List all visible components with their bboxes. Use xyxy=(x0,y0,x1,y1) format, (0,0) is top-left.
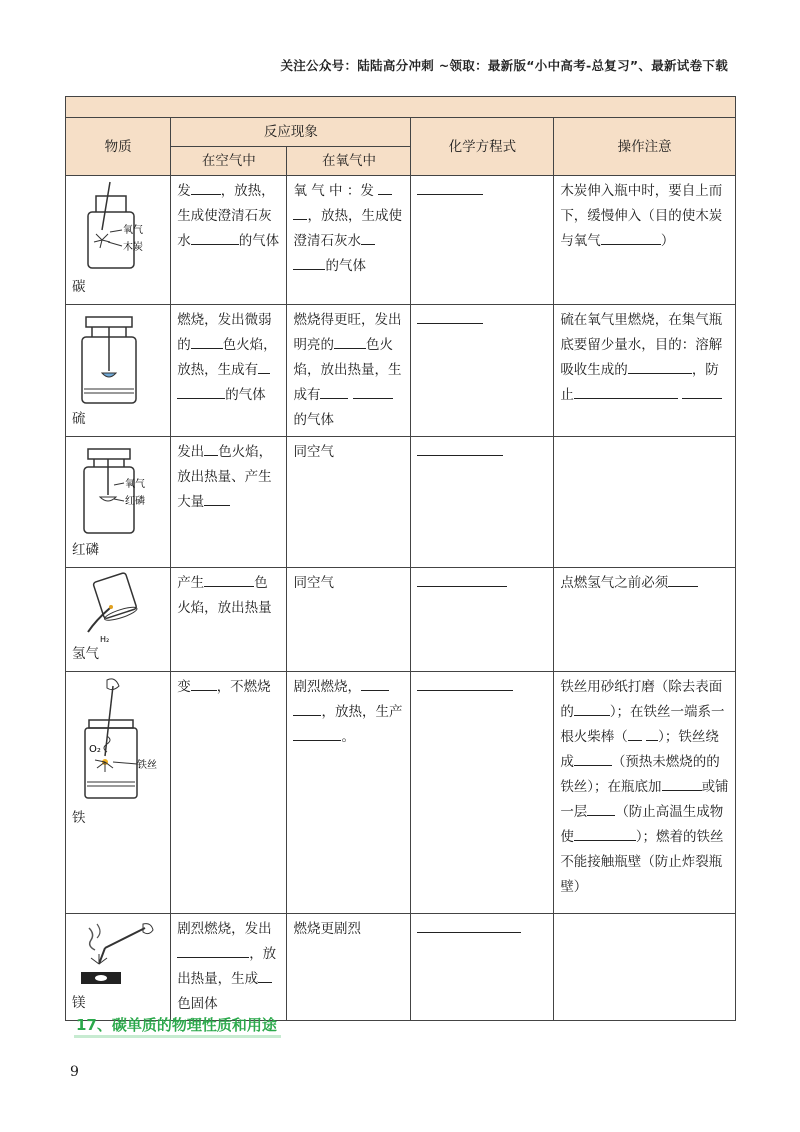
flask-label-iron-wire: 铁丝 xyxy=(137,760,158,771)
phosphorus-flask-illustration xyxy=(78,441,158,539)
oxygen-cell-iron: 剧烈燃烧， ，放热，生产。 xyxy=(287,672,411,914)
air-cell-sulfur: 燃烧，发出微弱的 色火焰，放热，生成有 的气体 xyxy=(171,305,287,437)
substance-cell-sulfur xyxy=(66,305,171,437)
notes-cell-sulfur: 硫在氧气里燃烧，在集气瓶底要留少量水，目的：溶解吸收生成的 ，防止 xyxy=(554,305,736,437)
air-cell-magnesium: 剧烈燃烧，发出，放出热量，生成色固体 xyxy=(171,914,287,1021)
substance-name-sulfur: 硫 xyxy=(72,411,86,427)
header-phenomenon: 反应现象 xyxy=(171,118,411,147)
substance-cell-hydrogen xyxy=(66,568,171,672)
header-equation: 化学方程式 xyxy=(411,118,554,176)
table-row xyxy=(66,437,736,568)
table-row xyxy=(66,568,736,672)
iron-flask-illustration xyxy=(77,676,159,806)
section-heading-text: 17、碳单质的物理性质和用途 xyxy=(76,1016,277,1034)
notes-cell-iron: 铁丝用砂纸打磨（除去表面的 ）；在铁丝一端系一根火柴棒（ ）；铁丝绕成 （预热未燃烧的的铁丝）；在瓶底加 或铺一层 （防止高温生成物使 ）；燃着的铁丝不能接触瓶壁（防止炸裂瓶壁） xyxy=(554,672,736,914)
air-cell-carbon: 发 ，放热，生成使澄清石灰水 的气体 xyxy=(171,176,287,305)
header-note: 关注公众号：陆陆高分冲刺 ~领取：最新版“小中高考-总复习”、最新试卷下载 xyxy=(280,58,728,73)
substance-name-phosphorus: 红磷 xyxy=(72,542,99,558)
equation-cell-hydrogen xyxy=(411,568,554,672)
oxygen-cell-magnesium: 燃烧更剧烈 xyxy=(287,914,411,1021)
table-row xyxy=(66,672,736,914)
notes-cell-magnesium xyxy=(554,914,736,1021)
page-number: 9 xyxy=(70,1064,79,1080)
substance-name-carbon: 碳 xyxy=(72,279,86,295)
sulfur-flask-illustration xyxy=(78,309,158,407)
equation-cell-phosphorus xyxy=(411,437,554,568)
jar-label-hydrogen: H₂ xyxy=(100,635,110,644)
flask-label-charcoal: 木炭 xyxy=(123,242,144,253)
substance-name-hydrogen: 氢气 xyxy=(72,646,99,662)
substance-cell-magnesium xyxy=(66,914,171,1021)
oxygen-cell-carbon: 氧 气 中 ：发 ，放热，生成使澄清石灰水 的气体 xyxy=(287,176,411,305)
table-row xyxy=(66,176,736,305)
equation-cell-magnesium xyxy=(411,914,554,1021)
air-cell-hydrogen: 产生 色火焰，放出热量 xyxy=(171,568,287,672)
flask-label-red-phosphorus: 红磷 xyxy=(125,496,146,507)
flask-label-oxygen: 氧气 xyxy=(123,225,144,236)
hydrogen-jar-illustration xyxy=(78,572,158,644)
notes-cell-phosphorus xyxy=(554,437,736,568)
substance-cell-iron xyxy=(66,672,171,914)
flask-label-o2: O₂ xyxy=(89,744,101,755)
header-notes: 操作注意 xyxy=(554,118,736,176)
substance-cell-phosphorus xyxy=(66,437,171,568)
substance-name-iron: 铁 xyxy=(72,810,86,826)
oxygen-cell-sulfur: 燃烧得更旺，发出明亮的 色火焰，放出热量，生成有 的气体 xyxy=(287,305,411,437)
table-top-band xyxy=(66,97,736,118)
section-heading xyxy=(76,1014,277,1035)
carbon-flask-illustration xyxy=(78,180,158,275)
substance-name-magnesium: 镁 xyxy=(72,995,86,1011)
notes-cell-carbon: 木炭伸入瓶中时，要自上而下，缓慢伸入（目的使木炭与氧气 ） xyxy=(554,176,736,305)
reaction-table xyxy=(65,96,736,1021)
equation-cell-sulfur xyxy=(411,305,554,437)
header-substance: 物质 xyxy=(66,118,171,176)
table-row xyxy=(66,305,736,437)
equation-cell-iron xyxy=(411,672,554,914)
heading-underline xyxy=(74,1035,281,1038)
notes-cell-hydrogen: 点燃氢气之前必须 xyxy=(554,568,736,672)
equation-cell-carbon xyxy=(411,176,554,305)
air-cell-phosphorus: 发出 色火焰，放出热量、产生大量 xyxy=(171,437,287,568)
header-in-air: 在空气中 xyxy=(171,147,287,176)
oxygen-cell-hydrogen: 同空气 xyxy=(287,568,411,672)
oxygen-cell-phosphorus: 同空气 xyxy=(287,437,411,568)
magnesium-burning-illustration xyxy=(77,918,159,988)
substance-cell-carbon xyxy=(66,176,171,305)
air-cell-iron: 变 ，不燃烧 xyxy=(171,672,287,914)
header-in-oxygen: 在氧气中 xyxy=(287,147,411,176)
table-row xyxy=(66,914,736,1021)
flask-label-oxygen: 氧气 xyxy=(125,479,146,490)
